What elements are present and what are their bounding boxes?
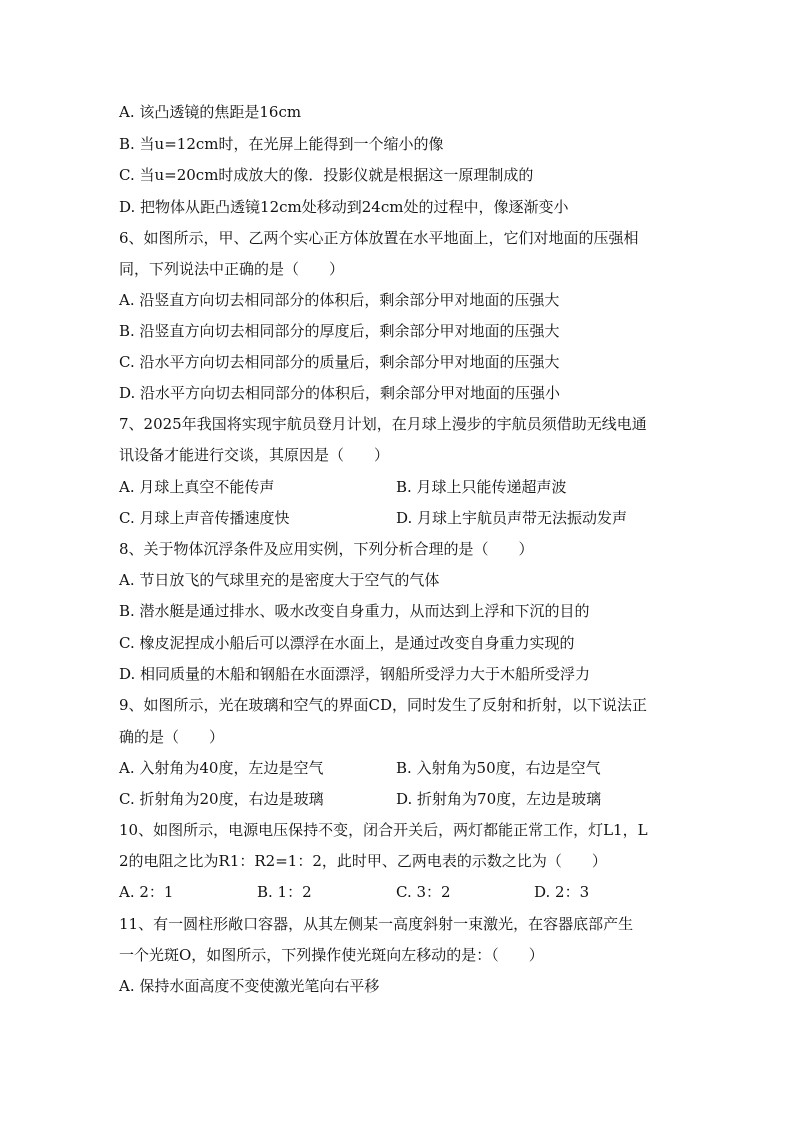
q8-option-b: B. 潜水艇是通过排水、吸水改变自身重力，从而达到上浮和下沉的目的 <box>119 602 590 620</box>
q10-option-a: A. 2：1 <box>119 883 174 901</box>
q6-option-c: C. 沿水平方向切去相同部分的质量后，剩余部分甲对地面的压强大 <box>119 353 560 371</box>
q7-option-b: B. 月球上只能传递超声波 <box>396 478 567 496</box>
q9-option-d: D. 折射角为70度，左边是玻璃 <box>396 790 602 808</box>
q6-stem-line2: 同，下列说法中正确的是（ ） <box>119 260 345 278</box>
q7-stem-line2: 讯设备才能进行交谈，其原因是（ ） <box>119 446 390 464</box>
q5-option-a: A. 该凸透镜的焦距是16cm <box>119 103 302 121</box>
q8-option-c: C. 橡皮泥捏成小船后可以漂浮在水面上，是通过改变自身重力实现的 <box>119 634 575 652</box>
q9-option-c: C. 折射角为20度，右边是玻璃 <box>119 790 324 808</box>
q5-option-b: B. 当u=12cm时，在光屏上能得到一个缩小的像 <box>119 135 444 153</box>
q9-option-b: B. 入射角为50度，右边是空气 <box>396 759 601 777</box>
q8-option-d: D. 相同质量的木船和钢船在水面漂浮，钢船所受浮力大于木船所受浮力 <box>119 665 591 683</box>
q7-option-c: C. 月球上声音传播速度快 <box>119 509 290 527</box>
q8-option-a: A. 节日放飞的气球里充的是密度大于空气的气体 <box>119 571 440 589</box>
q5-option-c: C. 当u=20cm时成放大的像．投影仪就是根据这一原理制成的 <box>119 166 534 184</box>
q11-option-a: A. 保持水面高度不变使激光笔向右平移 <box>119 977 380 995</box>
q10-option-b: B. 1：2 <box>257 883 312 901</box>
q6-stem-line1: 6、如图所示，甲、乙两个实心正方体放置在水平地面上，它们对地面的压强相 <box>119 229 639 247</box>
q7-option-d: D. 月球上宇航员声带无法振动发声 <box>396 509 628 527</box>
q6-option-d: D. 沿水平方向切去相同部分的体积后，剩余部分甲对地面的压强小 <box>119 384 561 402</box>
q9-stem-line2: 确的是（ ） <box>119 728 225 746</box>
q5-option-d: D. 把物体从距凸透镜12cm处移动到24cm处的过程中，像逐渐变小 <box>119 198 569 216</box>
q9-stem-line1: 9、如图所示，光在玻璃和空气的界面CD，同时发生了反射和折射，以下说法正 <box>119 696 648 714</box>
q8-stem: 8、关于物体沉浮条件及应用实例，下列分析合理的是（ ） <box>119 540 534 558</box>
q10-option-c: C. 3：2 <box>396 883 451 901</box>
q9-option-a: A. 入射角为40度，左边是空气 <box>119 759 324 777</box>
q11-stem-line1: 11、有一圆柱形敞口容器，从其左侧某一高度斜射一束激光，在容器底部产生 <box>119 915 634 933</box>
q7-option-a: A. 月球上真空不能传声 <box>119 478 275 496</box>
q6-option-b: B. 沿竖直方向切去相同部分的厚度后，剩余部分甲对地面的压强大 <box>119 322 560 340</box>
q11-stem-line2: 一个光斑O，如图所示，下列操作使光斑向左移动的是：（ ） <box>119 946 544 964</box>
q10-option-d: D. 2：3 <box>534 883 590 901</box>
q6-option-a: A. 沿竖直方向切去相同部分的体积后，剩余部分甲对地面的压强大 <box>119 291 560 309</box>
q7-stem-line1: 7、2025年我国将实现宇航员登月计划，在月球上漫步的宇航员须借助无线电通 <box>119 415 647 433</box>
q10-stem-line2: 2的电阻之比为R1：R2=1：2，此时甲、乙两电表的示数之比为（ ） <box>119 852 607 870</box>
q10-stem-line1: 10、如图所示，电源电压保持不变，闭合开关后，两灯都能正常工作，灯L1，L <box>119 821 648 839</box>
